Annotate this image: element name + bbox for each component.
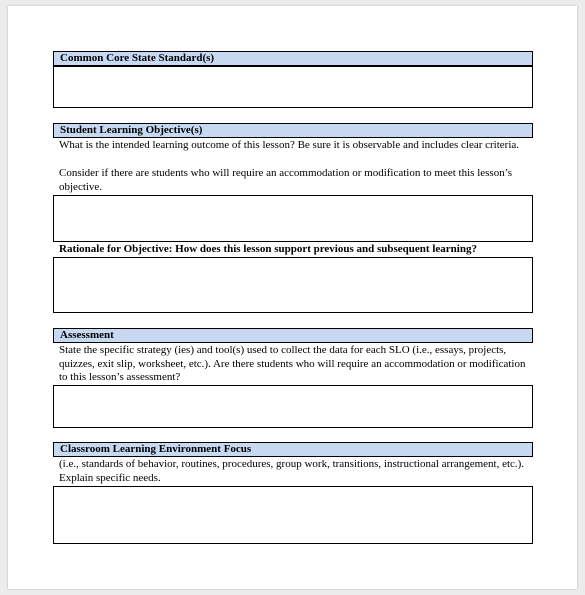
assessment-title: Assessment — [60, 329, 114, 341]
standards-title: Common Core State Standard(s) — [60, 52, 215, 64]
environment-response-box[interactable] — [53, 486, 533, 544]
standards-response-box[interactable] — [53, 66, 533, 108]
assessment-header — [53, 328, 533, 343]
environment-header — [53, 442, 533, 457]
rationale-response-box[interactable] — [53, 257, 533, 313]
objective-header — [53, 123, 533, 138]
objective-prompt-2: Consider if there are students who will require an accommodation or modification to meet this lesson’s objective. — [59, 167, 513, 193]
standards-header — [53, 51, 533, 66]
objective-response-box[interactable] — [53, 195, 533, 242]
objective-prompt-1: What is the intended learning outcome of this lesson? Be sure it is observable and includes clear criteria. — [59, 139, 520, 151]
assessment-response-box[interactable] — [53, 385, 533, 428]
rationale-title: Rationale for Objective: How does this lesson support previous and subsequent learning? — [59, 243, 477, 255]
assessment-prompt: State the specific strategy (ies) and tool(s) used to collect the data for each SLO (i.e., essays, projects, quizzes, exit slip, worksheet, etc.). Are there students who will require an accommodation or modification to this lesson’s assessment? — [59, 344, 526, 383]
objective-title: Student Learning Objective(s) — [60, 124, 203, 136]
environment-title: Classroom Learning Environment Focus — [60, 443, 252, 455]
environment-prompt: (i.e., standards of behavior, routines, procedures, group work, transitions, instructional arrangement, etc.). Explain specific needs. — [59, 458, 525, 484]
